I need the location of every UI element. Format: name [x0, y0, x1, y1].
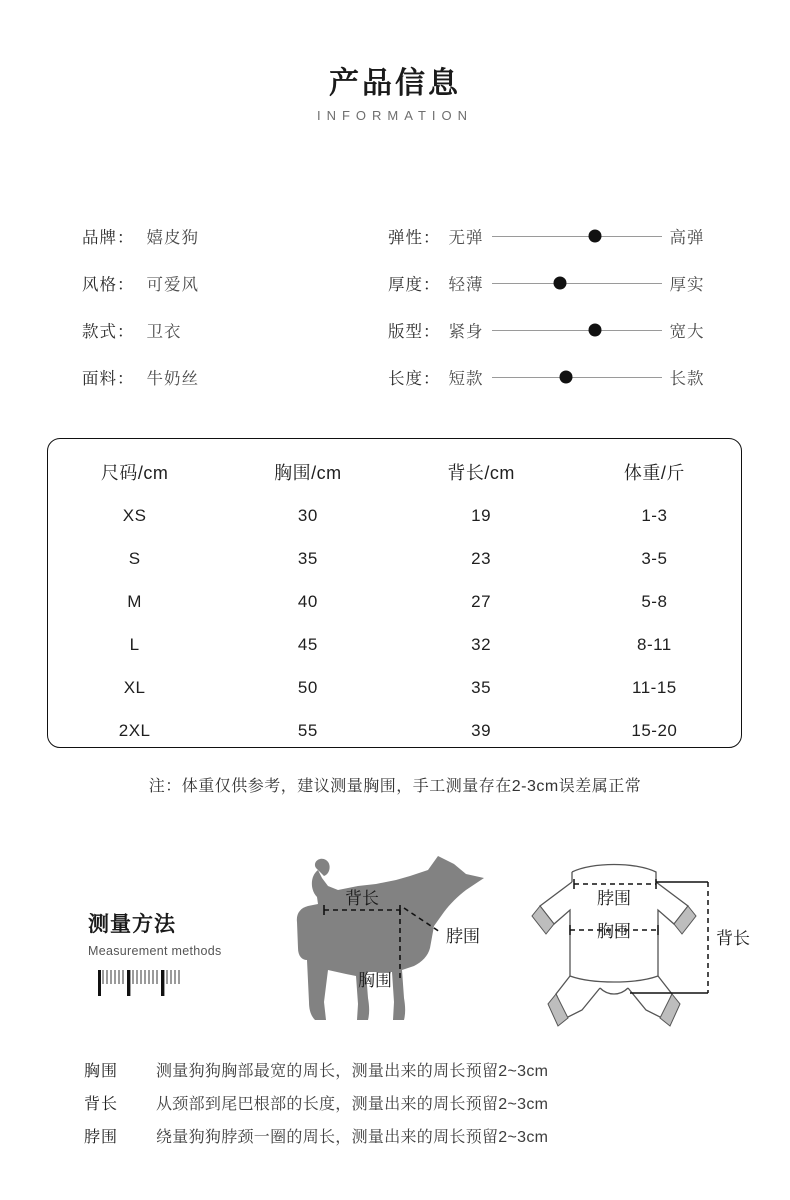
- page-title: 产品信息: [329, 67, 461, 100]
- cell-size: M: [127, 591, 142, 611]
- cell-chest: 30: [297, 505, 318, 525]
- definition-text: 从颈部到尾巴根部的长度，测量出来的周长预留2~3cm: [156, 1096, 549, 1113]
- cell-back-length: 39: [471, 720, 492, 740]
- table-row: [48, 666, 741, 709]
- definition-term: 胸围: [84, 1063, 119, 1080]
- scale-track: [492, 322, 662, 338]
- scale-min-label: 短款: [448, 369, 484, 388]
- page-subtitle: INFORMATION: [316, 108, 474, 123]
- scale-min-label: 无弹: [448, 228, 484, 247]
- cell-size: XL: [123, 677, 146, 697]
- table-row: [48, 580, 741, 623]
- cell-size: S: [128, 548, 141, 568]
- attribute-value: 卫衣: [146, 322, 182, 341]
- scale-label: 弹性：: [388, 228, 441, 247]
- garment-cuff-right: [660, 994, 680, 1026]
- cell-back-length: 35: [471, 677, 492, 697]
- table-row: [48, 623, 741, 666]
- product-attributes: [82, 212, 342, 400]
- definition-row-chest: [84, 1058, 724, 1091]
- definition-text: 测量狗狗胸部最宽的周长，测量出来的周长预留2~3cm: [156, 1063, 549, 1080]
- garment-label-neck: 脖围: [597, 889, 631, 908]
- garment-back-length-measure-line: [630, 882, 708, 993]
- table-header-row: [48, 439, 741, 494]
- definition-row-neck: [84, 1124, 724, 1157]
- column-header-chest: 胸围/cm: [274, 463, 342, 483]
- attribute-value: 可爱风: [146, 275, 199, 294]
- scale-marker-dot: [589, 229, 602, 242]
- column-header-size: 尺码/cm: [100, 463, 169, 483]
- attribute-label: 风格：: [82, 275, 135, 294]
- scale-label: 厚度：: [388, 275, 441, 294]
- size-chart-table: [48, 439, 741, 752]
- table-row: [48, 537, 741, 580]
- measurement-heading-cn: 测量方法: [88, 913, 176, 936]
- cell-back-length: 23: [471, 548, 492, 568]
- size-chart-note: 注：体重仅供参考，建议测量胸围，手工测量存在2-3cm误差属正常: [148, 778, 642, 795]
- scale-max-label: 长款: [669, 369, 705, 388]
- definition-term: 背长: [84, 1096, 119, 1113]
- scale-row-elasticity: [388, 212, 738, 259]
- scale-track: [492, 228, 662, 244]
- garment-sleeve-left: [532, 906, 554, 934]
- cell-weight: 1-3: [641, 505, 668, 525]
- tape-measure-icon: [98, 968, 182, 996]
- cell-size: L: [129, 634, 140, 654]
- cell-weight: 15-20: [631, 720, 678, 740]
- dog-label-back-length: 背长: [345, 889, 379, 908]
- measurement-heading-en: Measurement methods: [88, 944, 222, 958]
- cell-chest: 45: [297, 634, 318, 654]
- cell-chest: 50: [297, 677, 318, 697]
- scale-row-length: [388, 353, 738, 400]
- attribute-row: [82, 212, 342, 259]
- cell-size: 2XL: [118, 720, 151, 740]
- measurement-definitions: [84, 1058, 724, 1157]
- scale-label: 版型：: [388, 322, 441, 341]
- garment-collar: [572, 865, 656, 883]
- cell-weight: 8-11: [636, 634, 672, 654]
- attribute-label: 款式：: [82, 322, 135, 341]
- garment-sleeve-right: [674, 906, 696, 934]
- scale-max-label: 宽大: [669, 322, 705, 341]
- cell-back-length: 32: [471, 634, 492, 654]
- cell-chest: 40: [297, 591, 318, 611]
- garment-label-back-length: 背长: [716, 929, 750, 948]
- attribute-row: [82, 306, 342, 353]
- scale-track: [492, 275, 662, 291]
- garment-cuff-left: [548, 994, 568, 1026]
- table-row: [48, 494, 741, 537]
- column-header-back-length: 背长/cm: [447, 463, 515, 483]
- table-row: [48, 709, 741, 752]
- scale-max-label: 高弹: [669, 228, 705, 247]
- cell-weight: 3-5: [641, 548, 668, 568]
- definition-text: 绕量狗狗脖颈一圈的周长，测量出来的周长预留2~3cm: [156, 1129, 549, 1146]
- scale-max-label: 厚实: [669, 275, 705, 294]
- column-header-weight: 体重/斤: [623, 463, 685, 483]
- dog-label-neck: 脖围: [446, 927, 480, 946]
- scale-track: [492, 369, 662, 385]
- attribute-label: 面料：: [82, 369, 135, 388]
- scale-marker-dot: [560, 370, 573, 383]
- cell-weight: 11-15: [632, 677, 677, 697]
- definition-row-back-length: [84, 1091, 724, 1124]
- scale-min-label: 紧身: [448, 322, 484, 341]
- scale-marker-dot: [589, 323, 602, 336]
- scale-row-fit: [388, 306, 738, 353]
- cell-size: XS: [122, 505, 147, 525]
- size-chart: [47, 438, 742, 748]
- cell-chest: 55: [297, 720, 318, 740]
- attribute-label: 品牌：: [82, 228, 135, 247]
- product-scales: [388, 212, 738, 400]
- dog-measurement-diagram: [288, 852, 518, 1037]
- garment-measurement-diagram: [520, 848, 755, 1038]
- measurement-heading: [88, 908, 222, 958]
- garment-label-chest: 胸围: [597, 922, 631, 941]
- cell-chest: 35: [297, 548, 318, 568]
- attribute-row: [82, 353, 342, 400]
- scale-row-thickness: [388, 259, 738, 306]
- cell-back-length: 19: [471, 505, 492, 525]
- scale-marker-dot: [553, 276, 566, 289]
- dog-label-chest: 胸围: [358, 971, 392, 990]
- scale-min-label: 轻薄: [448, 275, 484, 294]
- attribute-value: 牛奶丝: [146, 369, 199, 388]
- definition-term: 脖围: [84, 1129, 119, 1146]
- attribute-row: [82, 259, 342, 306]
- scale-label: 长度：: [388, 369, 441, 388]
- cell-weight: 5-8: [641, 591, 668, 611]
- garment-neck-measure-line: [574, 879, 656, 889]
- cell-back-length: 27: [471, 591, 492, 611]
- attribute-value: 嬉皮狗: [146, 228, 199, 247]
